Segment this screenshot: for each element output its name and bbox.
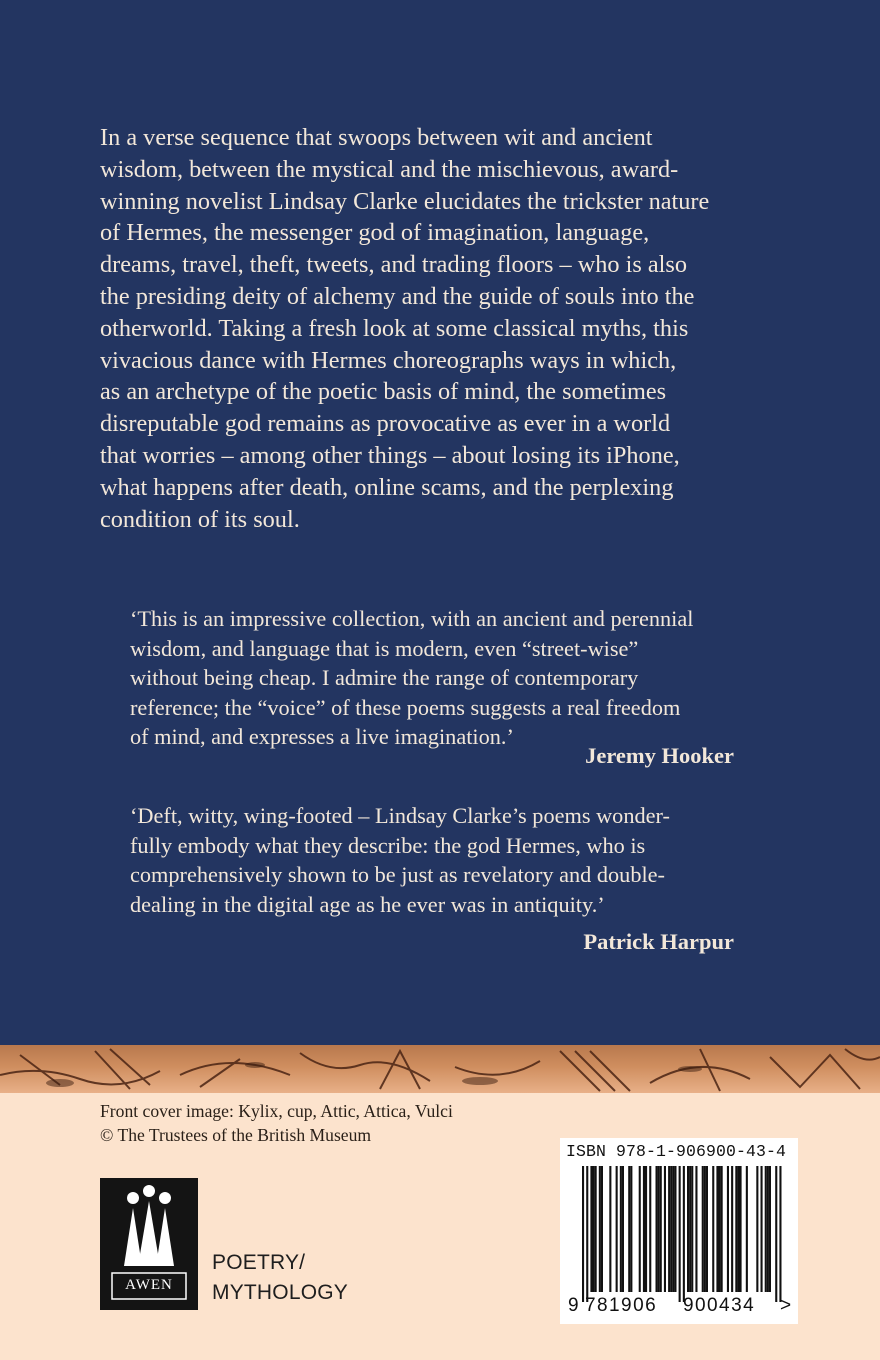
- barcode-bar: [721, 1166, 723, 1292]
- ean-right-digits: 900434: [683, 1295, 756, 1316]
- credit-line: © The Trustees of the British Museum: [100, 1125, 372, 1145]
- ean-first-digit: 9: [568, 1295, 581, 1316]
- barcode-bar: [658, 1166, 660, 1292]
- blurb-line: what happens after death, online scams, and the perplexing: [100, 473, 674, 501]
- barcode-bar: [660, 1166, 662, 1292]
- blurb-line: of Hermes, the messenger god of imagination, language,: [100, 219, 650, 247]
- barcode-bar: [643, 1166, 645, 1292]
- blurb-line: In a verse sequence that swoops between wit and ancient: [100, 124, 653, 151]
- quote-author: Patrick Harpur: [583, 929, 734, 954]
- barcode-bar: [670, 1166, 672, 1292]
- barcode-bar: [691, 1166, 693, 1292]
- isbn-barcode: [560, 1138, 798, 1324]
- barcode-bar: [765, 1166, 767, 1292]
- logo-wordmark: AWEN: [125, 1277, 173, 1293]
- quote-line: comprehensively shown to be just as revelatory and double-: [130, 862, 665, 888]
- ean-digits: [560, 1295, 798, 1321]
- barcode-bar: [756, 1166, 758, 1292]
- barcode-bar: [599, 1166, 601, 1292]
- blurb-line: disreputable god remains as provocative as ever in a world: [100, 410, 671, 438]
- barcode-bar: [616, 1166, 618, 1292]
- blurb-line: winning novelist Lindsay Clarke elucidates the trickster nature: [100, 187, 710, 215]
- blurb-line: otherworld. Taking a fresh look at some classical myths, this: [100, 314, 689, 342]
- blurb-line: dreams, travel, theft, tweets, and trading floors – who is also: [100, 251, 688, 279]
- barcode-bar: [590, 1166, 592, 1292]
- barcode-bar: [740, 1166, 742, 1292]
- blurb-line: as an archetype of the poetic basis of mind, the sometimes: [100, 378, 667, 406]
- barcode-bar: [595, 1166, 597, 1292]
- barcode-bar: [737, 1166, 739, 1292]
- category-line: MYTHOLOGY: [212, 1281, 348, 1304]
- quote-line: of mind, and expresses a live imagination.’: [130, 724, 514, 750]
- barcode-bar: [689, 1166, 691, 1292]
- barcode-bar: [628, 1166, 630, 1292]
- barcode-bar: [645, 1166, 647, 1292]
- barcode-bar: [687, 1166, 689, 1292]
- barcode-bar: [586, 1166, 588, 1302]
- barcode-bar: [767, 1166, 769, 1292]
- barcode-bar: [712, 1166, 714, 1292]
- barcode-bar: [582, 1166, 584, 1302]
- category-line: POETRY/: [212, 1251, 306, 1274]
- quote-author: Jeremy Hooker: [585, 743, 734, 768]
- quote-line: without being cheap. I admire the range of contemporary: [130, 665, 639, 691]
- quote-line: ‘Deft, witty, wing-footed – Lindsay Clarke’s poems wonder-: [130, 803, 670, 828]
- barcode-bar: [649, 1166, 651, 1292]
- book-description: [100, 122, 800, 535]
- blurb-line: wisdom, between the mystical and the mischievous, award-: [100, 155, 679, 183]
- barcode-bar: [695, 1166, 697, 1292]
- barcode-bar: [620, 1166, 622, 1292]
- barcode-bar: [761, 1166, 763, 1292]
- isbn-label: ISBN 978-1-906900-43-4: [566, 1142, 787, 1161]
- ean-left-digits: 781906: [585, 1295, 658, 1316]
- barcode-bar: [727, 1166, 729, 1292]
- book-category: [212, 1248, 348, 1308]
- pottery-image-strip: [0, 1045, 880, 1093]
- barcode-bar: [672, 1166, 674, 1292]
- blurb-line: vivacious dance with Hermes choreographs ways in which,: [100, 346, 677, 374]
- blurb-line: that worries – among other things – about losing its iPhone,: [100, 441, 680, 469]
- quote-line: fully embody what they describe: the god Hermes, who is: [130, 832, 646, 858]
- barcode-bar: [779, 1166, 781, 1302]
- review-quote-harpur: [130, 801, 750, 919]
- barcode-bar: [664, 1166, 666, 1292]
- barcode-bar: [639, 1166, 641, 1292]
- barcode-bar: [679, 1166, 681, 1302]
- barcode-bar: [601, 1166, 603, 1292]
- awen-logo: [100, 1178, 198, 1310]
- barcode-bar: [593, 1166, 595, 1292]
- barcode-bar: [704, 1166, 706, 1292]
- review-quote-hooker: [130, 604, 750, 752]
- quote-line: ‘This is an impressive collection, with an ancient and perennial: [130, 606, 694, 631]
- barcode-bar: [656, 1166, 658, 1292]
- barcode-bar: [706, 1166, 708, 1292]
- pottery-pattern: [0, 1045, 880, 1093]
- barcode-bar: [769, 1166, 771, 1292]
- ean-quiet-zone-arrow: >: [780, 1295, 793, 1316]
- image-credit: [100, 1099, 453, 1147]
- barcode-bar: [746, 1166, 748, 1292]
- barcode-bar: [630, 1166, 632, 1292]
- barcode-bar: [683, 1166, 685, 1302]
- quote-line: dealing in the digital age as he ever was in antiquity.’: [130, 891, 605, 917]
- barcode-bar: [719, 1166, 721, 1292]
- barcode-bar: [775, 1166, 777, 1302]
- barcode-bar: [735, 1166, 737, 1292]
- barcode-bar: [702, 1166, 704, 1292]
- barcode-bar: [609, 1166, 611, 1292]
- barcode-bar: [622, 1166, 624, 1292]
- blurb-line: condition of its soul.: [100, 505, 300, 533]
- barcode-bar: [668, 1166, 670, 1292]
- barcode-bar: [731, 1166, 733, 1292]
- blurb-line: the presiding deity of alchemy and the guide of souls into the: [100, 282, 695, 310]
- quote-line: wisdom, and language that is modern, even “street-wise”: [130, 635, 639, 661]
- barcode-bar: [716, 1166, 718, 1292]
- quote-line: reference; the “voice” of these poems suggests a real freedom: [130, 694, 681, 720]
- barcode-bar: [674, 1166, 676, 1292]
- credit-line: Front cover image: Kylix, cup, Attic, Attica, Vulci: [100, 1101, 453, 1121]
